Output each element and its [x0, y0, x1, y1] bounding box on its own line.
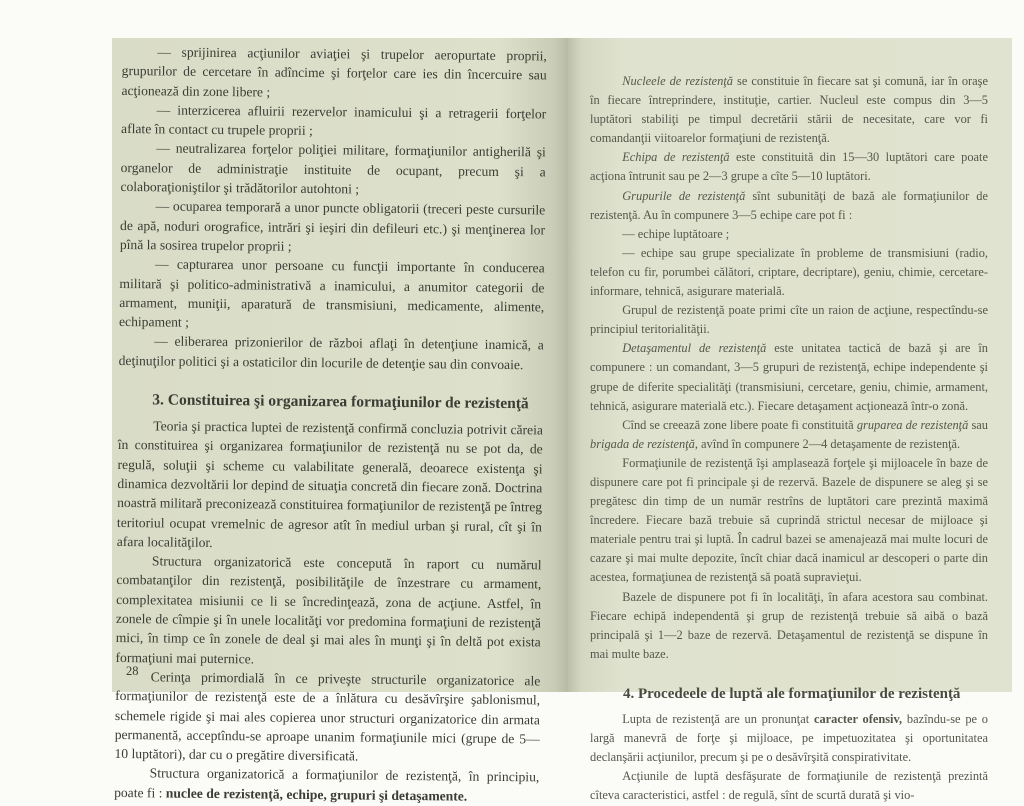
text-run: — neutralizarea forţelor poliţiei militare, formaţiunilor antigherilă şi organelor de administraţie instituite de ocupant, precum şi a colaboraţioniştilor şi trădătorilor autohtoni ; — [120, 140, 546, 197]
paragraph — [114, 763, 539, 806]
text-run: sau — [968, 417, 988, 432]
text-run: — echipe sau grupe specializate în probleme de transmisiuni (radio, telefon cu fir, porumbei călători, criptare, decriptare), geniu, chimie, cercetare-informare, tehnică, asigurare materială. — [590, 245, 988, 299]
paragraph — [121, 100, 546, 143]
text-run: Lupta de rezistenţă are un pronunţat — [622, 711, 814, 726]
text-run: , avînd în compunere 2—4 detaşamente de rezistenţă. — [694, 436, 961, 451]
section-heading — [118, 390, 543, 414]
paragraph — [590, 767, 988, 805]
text-run: Bazele de dispunere pot fi în localităţi, în afara acestora sau combinat. Fiecare echipă independentă şi grup de rezistenţă trebuie să aibă o bază principală şi 1—2 baze de rezervă. Detaşamentul de rezistenţă se dispune în mai multe baze. — [590, 589, 988, 661]
text-run: Acţiunile de luptă desfăşurate de formaţiunile de rezistenţă prezintă cîteva caracteristici, astfel : de regulă, sînt de scurtă durată şi vio- — [590, 769, 988, 803]
left-page-text — [114, 42, 547, 806]
paragraph — [590, 225, 988, 244]
text-run: 4. Procedeele de luptă ale formaţiunilor de rezistenţă — [623, 685, 961, 702]
left-page — [112, 38, 568, 804]
text-run: se constituie în fiecare sat şi comună, iar în oraşe în fiecare întreprindere, instituţie, cartier. Nucleul este compus din 3—5 luptători stabiliţi pe timpul decretării stării de necesitate, care vor fi comandanţii viitoarelor formaţiuni de rezistenţă. — [590, 74, 988, 146]
bold-term: nuclee de rezistenţă, echipe, grupuri şi detaşamente. — [165, 785, 468, 804]
paragraph — [590, 301, 988, 339]
paragraph — [590, 710, 988, 767]
text-run: bazîndu-se pe o largă manevră de forţe şi mijloace, pe impetuozitatea şi oportunitatea declanşării acţiunilor, precum şi pe o desăvîrşită conspirativitate. — [590, 711, 988, 765]
paragraph — [119, 331, 544, 374]
text-run: Structura organizatorică a formaţiunilor de rezistenţă, în principiu, poate fi : — [114, 765, 540, 801]
text-run: este unitatea tactică de bază şi are în compunere : un comandant, 3—5 grupuri de rezistenţă, echipe independente şi grupe de diferite specialităţi (transmisiuni, cercetare, geniu, chimie, armament, tehnică, asigurare materială etc.). Fiecare detaşament acţionează într-o zonă. — [590, 341, 988, 413]
text-run: 3. Constituirea şi organizarea formaţiunilor de rezistenţă — [152, 391, 529, 413]
text-run: Grupul de rezistenţă poate primi cîte un raion de acţiune, respectîndu-se principiul teritorialităţii. — [590, 303, 988, 337]
italic-term: Echipa de rezistenţă — [622, 150, 730, 165]
text-run: — interzicerea afluirii rezervelor inamicului şi a retragerii forţelor aflate în contact cu trupele proprii ; — [121, 102, 547, 139]
paragraph — [120, 138, 546, 200]
page-number: 28 — [126, 664, 139, 678]
right-page — [568, 38, 1012, 803]
paragraph — [121, 42, 547, 104]
text-run: este constituită din 15—30 luptători care poate acţiona întrunit sau pe 2—3 grupe a cîte 5—10 luptători. — [590, 150, 988, 184]
paragraph — [120, 196, 546, 258]
bold-term: caracter ofensiv, — [813, 711, 903, 726]
text-run: — echipe luptătoare ; — [622, 226, 730, 241]
right-page-text — [590, 72, 988, 805]
paragraph — [117, 416, 543, 556]
text-run: Formaţiunile de rezistenţă îşi amplasează forţele şi mijloacele în baze de dispunere care pot fi principale şi de rezervă. Bazele de dispunere se aleg şi se pregătesc din timp de un număr restrîns de luptători care prezintă maximă încredere. Fiecare bază trebuie să cuprindă strictul necesar de mijloace şi materiale pentru trai şi luptă. În cadrul bazei se amenajează mai multe locuri de cazare şi mai multe depozite, încît chiar dacă inamicul ar descoperi o parte din acestea, formaţiunea de rezistenţă să poată supravieţui. — [590, 455, 988, 585]
paragraph — [590, 588, 988, 664]
text-run: Cerinţa primordială în ce priveşte structurile organizatorice ale formaţiunilor de rezistenţă este de a înlătura cu desăvîrşire şablonismul, schemele rigide şi mai ales copierea unor structuri organizatorice din armata permanentă, acceptîndu-se aproape unanim formaţiunile mici (grupe de 5—10 luptători), dar cu o pregătire diversificată. — [114, 669, 541, 764]
text-run: sînt subunităţi de bază ale formaţiunilor de rezistenţă. Au în compunere 3—5 echipe care pot fi : — [590, 188, 988, 222]
paragraph — [590, 454, 988, 588]
italic-term: gruparea de rezistenţă — [856, 417, 969, 432]
text-run: Structura organizatorică este concepută în raport cu numărul combatanţilor din rezistenţă, posibilităţile de înzestrare cu armament, complexitatea misiunii ce li se încredinţează, zona de acţiune. Astfel, în zonele de cîmpie şi în unele localităţi vor predomina formaţiuni de rezistenţă mici, în timp ce în zonele de deal şi mai ales în munţi şi în deltă pot exista formaţiuni mai puternice. — [115, 553, 542, 667]
paragraph — [114, 667, 540, 768]
text-run: — ocuparea temporară a unor puncte obligatorii (treceri peste cursurile de apă, noduri orografice, intrări şi ieşiri din defileuri etc.) şi menţinerea lor pînă la sosirea trupelor proprii ; — [119, 198, 546, 254]
paragraph — [115, 551, 541, 671]
text-run: — capturarea unor persoane cu funcţii importante în conducerea militară şi politico-administrativă a inamicului, a anumitor categorii de armament, muniţii, aparatură de transmisiuni, medicamente, alimente, echipament ; — [118, 256, 545, 330]
paragraph — [590, 339, 988, 415]
italic-term: Nucleele de rezistenţă — [622, 74, 733, 88]
section-heading — [590, 684, 988, 704]
paragraph — [590, 72, 988, 148]
italic-term: brigada de rezistenţă — [590, 436, 695, 451]
text-run: — eliberarea prizonierilor de război aflaţi în detenţiune inamică, a deţinuţilor politici şi a ostaticilor din locurile de detenţie sau din convoaie. — [118, 333, 544, 372]
paragraph — [590, 244, 988, 301]
paragraph — [590, 148, 988, 186]
paragraph — [590, 187, 988, 225]
italic-term: Grupurile de rezistenţă — [622, 188, 746, 203]
paragraph — [590, 416, 988, 454]
text-run: — sprijinirea acţiunilor aviaţiei şi trupelor aeropurtate proprii, grupurilor de cercetare în adîncime şi forţelor care ies din încercuire sau acţionează din zone libere ; — [121, 44, 547, 100]
italic-term: Detaşamentul de rezistenţă — [622, 341, 767, 356]
text-run: Cînd se creează zone libere poate fi constituită — [622, 417, 857, 432]
paragraph — [119, 254, 545, 336]
text-run: Teoria şi practica luptei de rezistenţă confirmă concluzia potrivit căreia în constituirea şi organizarea formaţiunilor de rezistenţă nu se pot da, de regulă, soluţii şi scheme cu valabilitate generală, deoarece existenţa şi dinamica dezvoltării lor depind de situaţia concretă din fiecare zonă. Doctrina noastră militară preconizează constituirea formaţiunilor de rezistenţă pe întreg teritoriul ocupat vremelnic de agresor atît în mediul urban şi rural, cît şi în afara localităţilor. — [116, 418, 544, 550]
